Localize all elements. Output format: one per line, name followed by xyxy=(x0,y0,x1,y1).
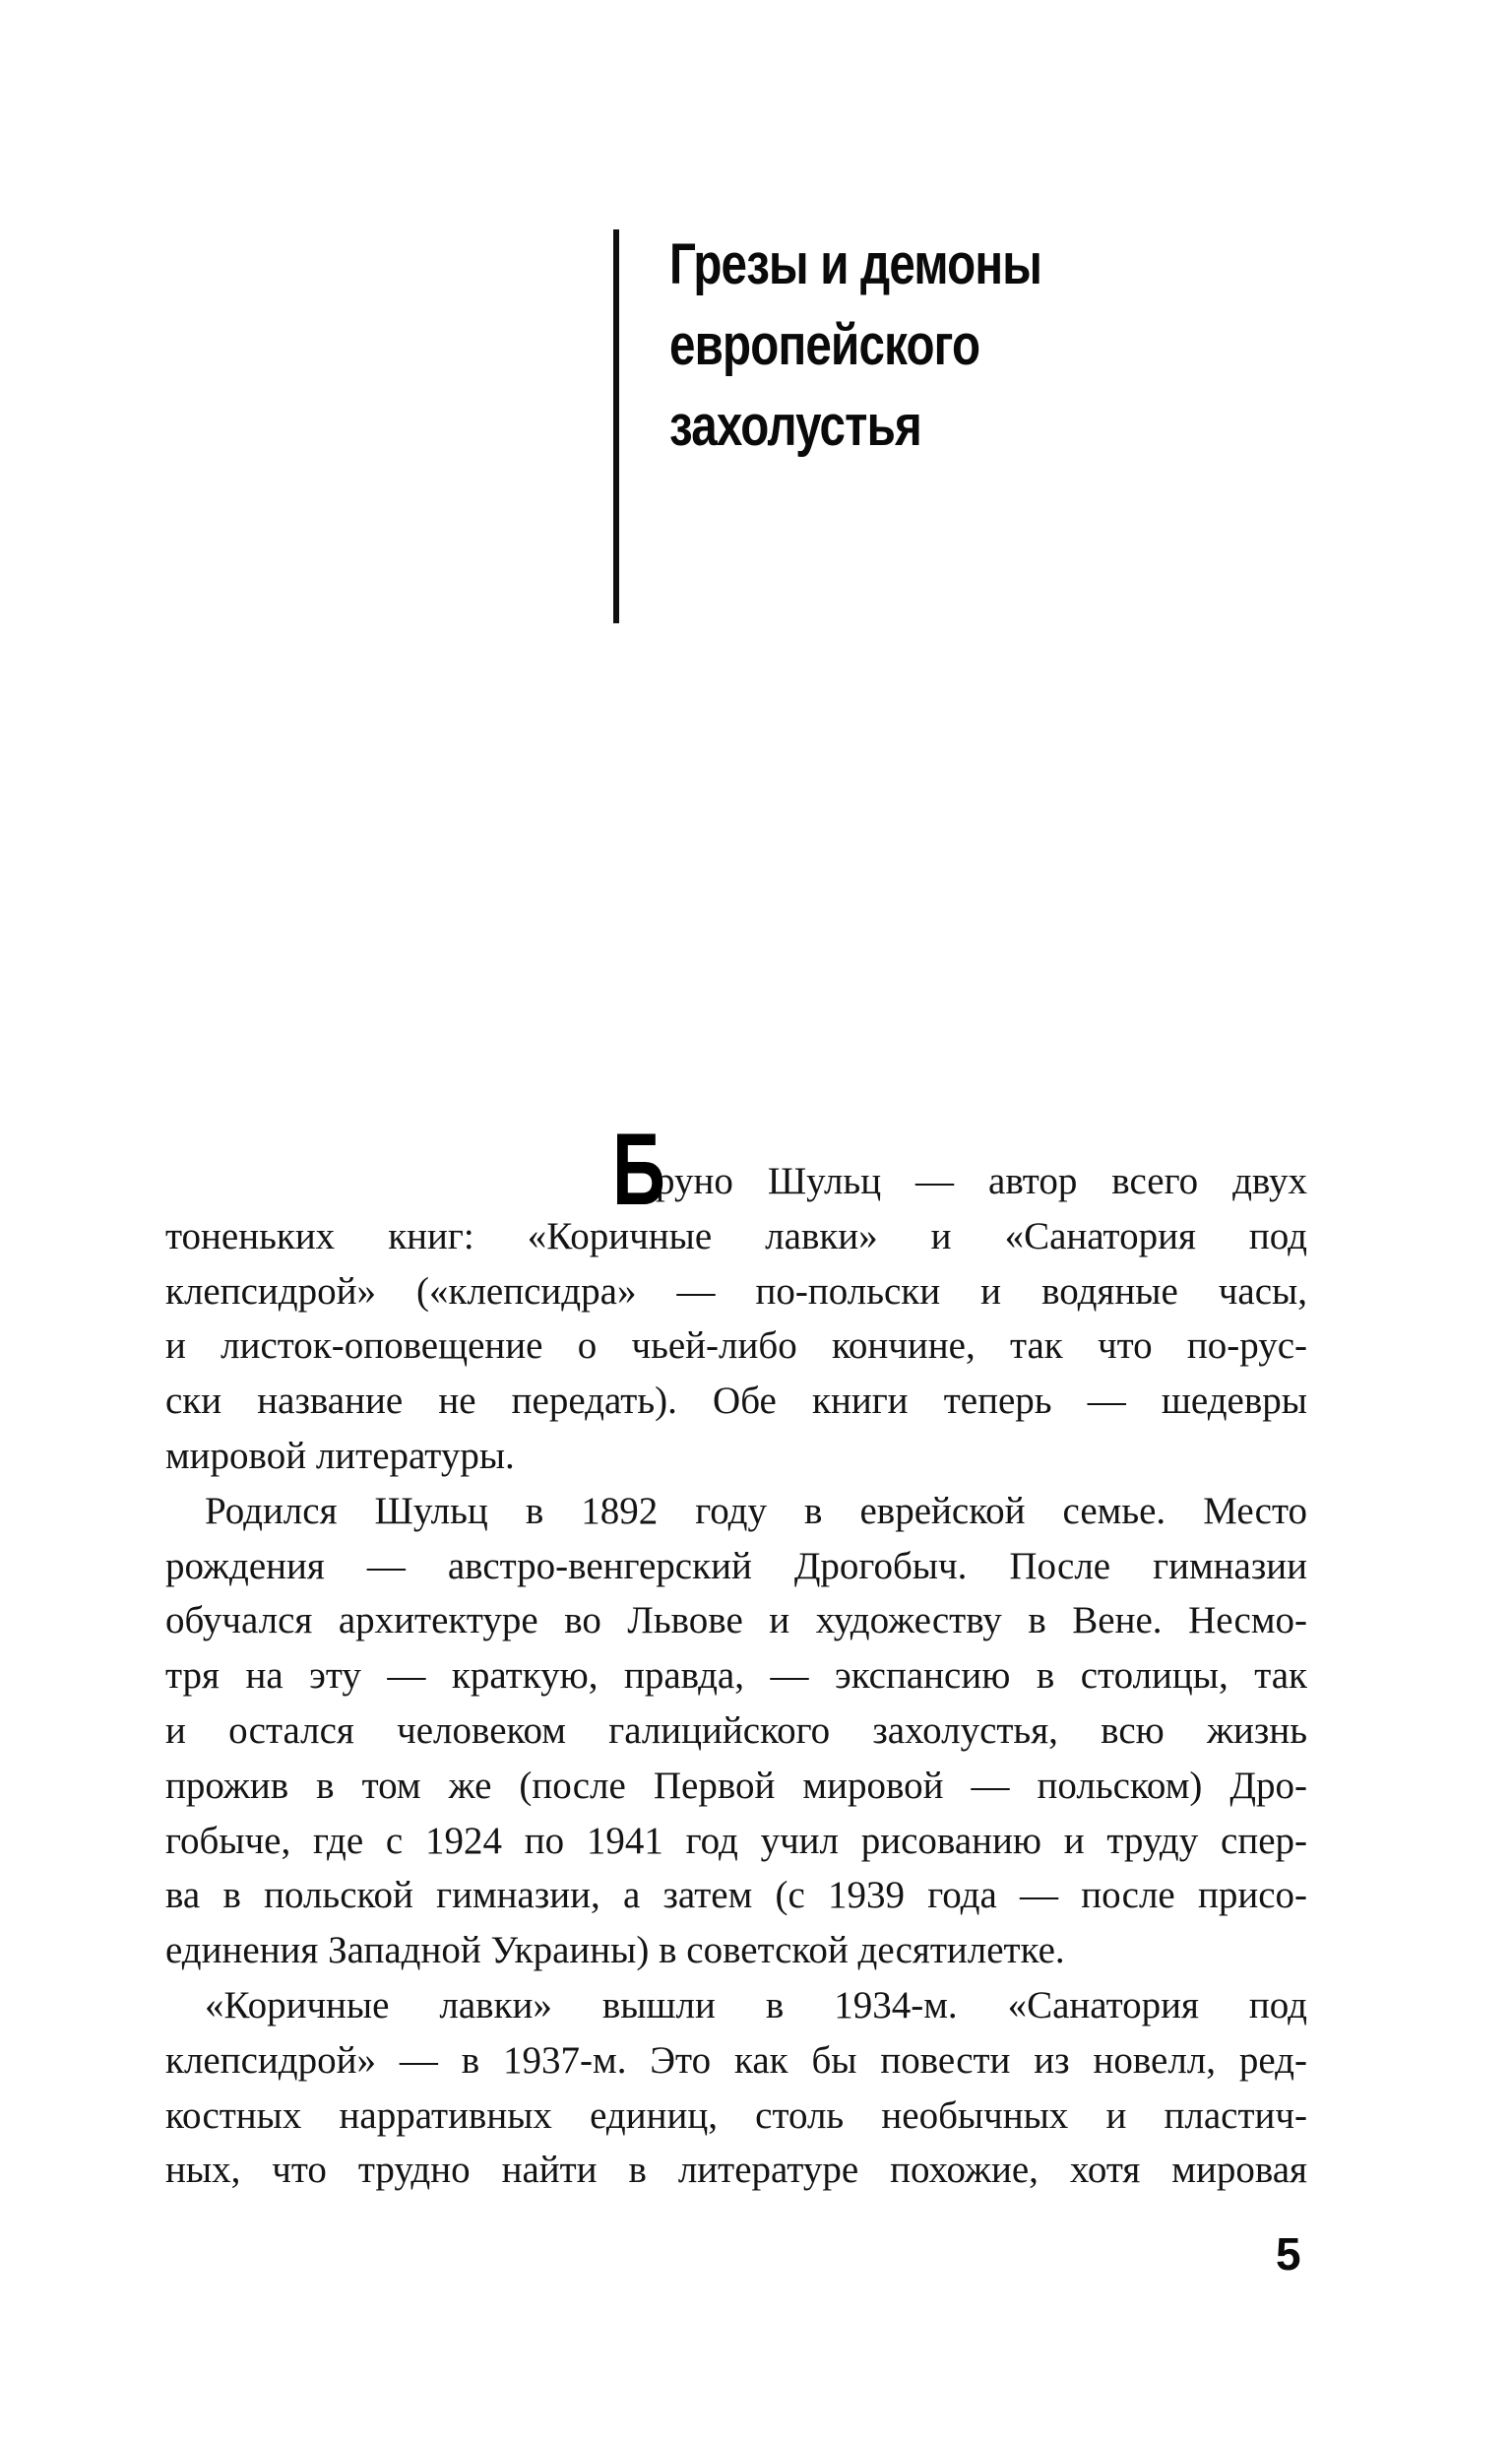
text-line: ски название не передать). Обе книги теперь — шедевры xyxy=(165,1380,1307,1423)
paragraph-3 xyxy=(165,1978,1307,2198)
drop-cap: Б xyxy=(612,1113,665,1227)
text-line: и листок-оповещение о чьей-либо кончине, так что по-рус- xyxy=(165,1324,1307,1368)
text-line: прожив в том же (после Первой мировой — польском) Дро- xyxy=(165,1764,1307,1807)
text-line: ва в польской гимназии, а затем (с 1939 года — после присо- xyxy=(165,1874,1307,1917)
page-number: 5 xyxy=(1276,2228,1301,2280)
text-line: клепсидрой» («клепсидра» — по-польски и водяные часы, xyxy=(165,1269,1307,1313)
text-line: обучался архитектуре во Львове и художеству в Вене. Несмо- xyxy=(165,1599,1307,1642)
text-line: тря на эту — краткую, правда, — экспансию в столицы, так xyxy=(165,1654,1307,1698)
text-line: Родился Шульц в 1892 году в еврейской семье. Место xyxy=(205,1489,1307,1532)
text-line: руно Шульц — автор всего двух xyxy=(656,1160,1307,1202)
text-line: мировой литературы. xyxy=(165,1434,515,1477)
first-line xyxy=(165,1113,1307,1227)
text-line: «Коричные лавки» вышли в 1934-м. «Санатория под xyxy=(205,1983,1307,2026)
title-vertical-rule xyxy=(613,229,619,623)
paragraph-1 xyxy=(165,1113,1307,1484)
chapter-title-line: захолустья xyxy=(669,394,921,458)
text-line: рождения — австро-венгерский Дрогобыч. После гимназии xyxy=(165,1544,1307,1587)
chapter-title-line: европейского xyxy=(669,313,980,377)
text-line: тоненьких книг: «Коричные лавки» и «Санатория под xyxy=(165,1214,1307,1257)
chapter-title xyxy=(669,225,1234,467)
body-text xyxy=(165,1113,1307,2198)
text-line: единения Западной Украины) в советской десятилетке. xyxy=(165,1929,1065,1972)
paragraph-2 xyxy=(165,1484,1307,1978)
text-line: клепсидрой» — в 1937-м. Это как бы повести из новелл, ред- xyxy=(165,2038,1307,2082)
text-line: костных нарративных единиц, столь необычных и пластич- xyxy=(165,2093,1307,2137)
chapter-title-line: Грезы и демоны xyxy=(669,232,1042,296)
text-line: и остался человеком галицийского захолустья, всю жизнь xyxy=(165,1708,1307,1752)
text-line: гобыче, где с 1924 по 1941 год учил рисованию и труду спер- xyxy=(165,1819,1307,1862)
text-line: ных, что трудно найти в литературе похожие, хотя мировая xyxy=(165,2149,1307,2192)
